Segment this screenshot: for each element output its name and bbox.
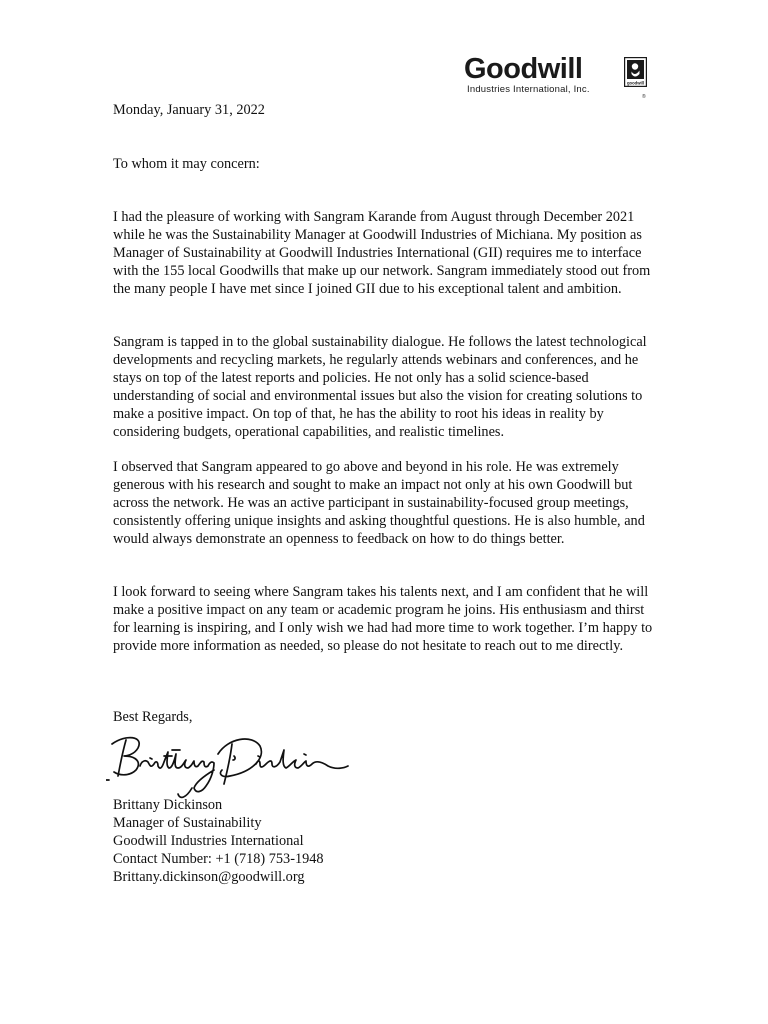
signer-name: Brittany Dickinson [113,797,223,813]
signer-organization: Goodwill Industries International [113,832,304,849]
signer-contact: Contact Number: +1 (718) 753-1948 [113,850,324,867]
paragraph-1: I had the pleasure of working with Sangram Karande from August through December 2021 while he was the Sustainability Manager at Goodwill Industries of Michiana. My position as Manager of Sustainability at Goodwill Industries International (GII) requires me to interface with the 155 local Goodwills that make up our network. Sangram immediately stood out from the many people I have met since I joined GII due to his exceptional talent and ambition. [113,209,651,297]
paragraph-3: I observed that Sangram appeared to go above and beyond in his role. He was extremely generous with his research and sought to make an impact not only at his own Goodwill but across the network. He was an active participant in sustainability-focused group meetings, consistently offering unique insights and asking thoughtful questions. He is also humble, and would always demonstrate an openness to feedback on how to do things better. [113,459,645,547]
salutation: To whom it may concern: [113,156,260,172]
goodwill-logo [464,55,649,100]
signer-email: Brittany.dickinson@goodwill.org [113,868,305,885]
signer-title: Manager of Sustainability [113,814,262,831]
signature-block [113,797,661,887]
handwritten-signature [106,726,350,802]
logo-wordmark: Goodwill [464,53,583,85]
logo-subtitle: Industries International, Inc. [467,84,590,95]
paragraph-2: Sangram is tapped in to the global sustainability dialogue. He follows the latest technological developments and recycling markets, he regularly attends webinars and conferences, and he stays on top of the latest reports and policies. He not only has a solid science-based understanding of social and environmental issues but also the vision for creating solutions to make a positive impact. On top of that, he has the ability to root his ideas in reality by considering budgets, operational capabilities, and realistic timelines. [113,334,647,440]
paragraph-4: I look forward to seeing where Sangram takes his talents next, and I am confident that he will make a positive impact on any team or academic program he joins. His enthusiasm and thirst for learning is inspiring, and I only wish we had had more time to work together. I’m happy to provide more information as needed, so please do not hesitate to reach out to me directly. [113,584,653,654]
goodwill-smile-icon [624,57,647,87]
closing: Best Regards, [113,709,193,725]
registered-mark: ® [642,94,646,100]
letter-date: Monday, January 31, 2022 [113,102,265,118]
svg-text:goodwill: goodwill [627,80,644,86]
